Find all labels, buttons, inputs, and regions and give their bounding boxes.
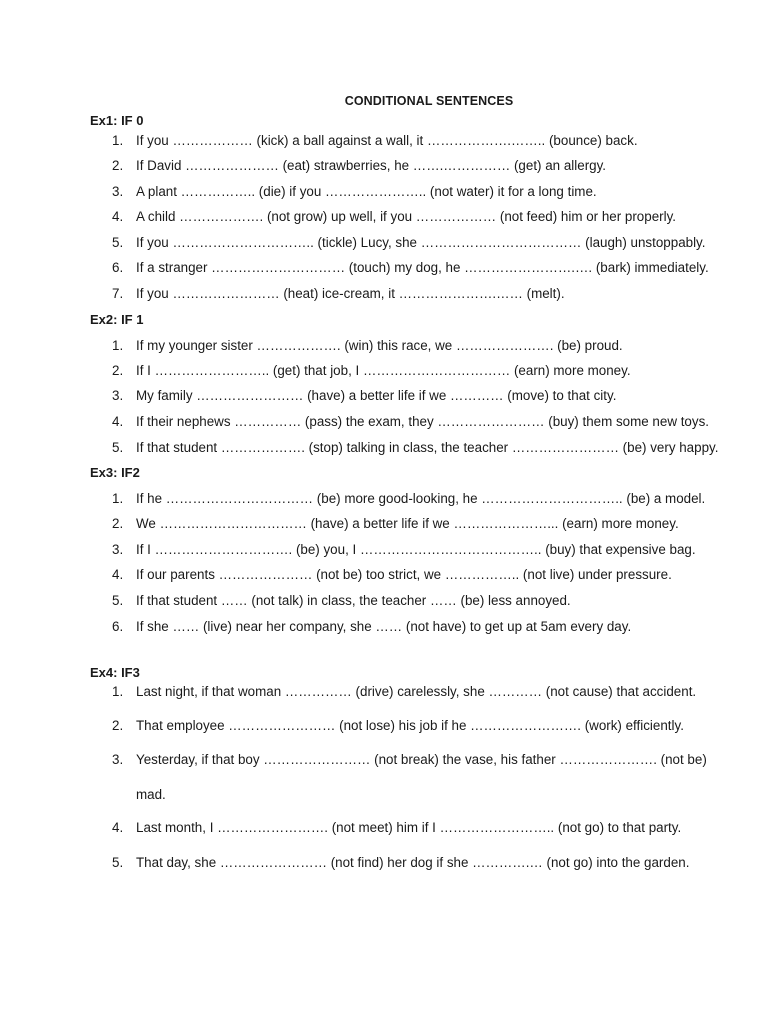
item-number: 5. <box>112 593 124 608</box>
item-text: If that student …… (not talk) in class, the teacher …… (be) less annoyed. <box>136 593 571 608</box>
item-number: 5. <box>112 235 124 250</box>
item-number: 3. <box>112 752 124 767</box>
item-text: If our parents ………………… (not be) too strict, we …………….. (not live) under pressure. <box>136 567 672 582</box>
item-number: 3. <box>112 542 124 557</box>
item-text: That day, she …………………… (not find) her dog if she ………….… (not go) into the garden. <box>136 855 690 870</box>
item-number: 5. <box>112 855 124 870</box>
item-text: If my younger sister ………………. (win) this race, we …………………. (be) proud. <box>136 338 623 353</box>
item-text: If that student ………………. (stop) talking in class, the teacher …………………… (be) very happy. <box>136 440 719 455</box>
item-number: 3. <box>112 184 124 199</box>
item-number: 4. <box>112 820 124 835</box>
section-heading-ex1: Ex1: IF 0 <box>90 113 144 128</box>
item-text: A child ………………. (not grow) up well, if you ……………… (not feed) him or her properly. <box>136 209 677 224</box>
section-heading-ex4: Ex4: IF3 <box>90 665 140 680</box>
item-number: 5. <box>112 440 124 455</box>
item-text: If a stranger ………………………… (touch) my dog, he …………………….…. (bark) immediately. <box>136 260 709 275</box>
item-text: If you ………………………….. (tickle) Lucy, she ……………………………… (laugh) unstoppably. <box>136 235 706 250</box>
item-number: 1. <box>112 684 124 699</box>
item-number: 2. <box>112 516 124 531</box>
item-number: 1. <box>112 338 124 353</box>
item-number: 4. <box>112 567 124 582</box>
item-text: If you …………………… (heat) ice-cream, it ………………….…… (melt). <box>136 286 565 301</box>
item-number: 3. <box>112 388 124 403</box>
item-text: If David ………………… (eat) strawberries, he …….…………… (get) an allergy. <box>136 158 607 173</box>
item-text: A plant …………….. (die) if you ………………….. (not water) it for a long time. <box>136 184 597 199</box>
item-number: 6. <box>112 619 124 634</box>
section-heading-ex2: Ex2: IF 1 <box>90 312 144 327</box>
item-number: 4. <box>112 209 124 224</box>
item-number: 4. <box>112 414 124 429</box>
item-text: Last month, I ……………………. (not meet) him if I …………………….. (not go) to that party. <box>136 820 682 835</box>
item-number: 1. <box>112 133 124 148</box>
item-text: If I …………………….. (get) that job, I …………………………… (earn) more money. <box>136 363 631 378</box>
item-number: 2. <box>112 158 124 173</box>
item-text-continuation: mad. <box>136 787 166 802</box>
page-title: CONDITIONAL SENTENCES <box>344 94 514 108</box>
item-text: If she …… (live) near her company, she …… (not have) to get up at 5am every day. <box>136 619 632 634</box>
item-number: 2. <box>112 363 124 378</box>
item-number: 1. <box>112 491 124 506</box>
item-text: Yesterday, if that boy …………………… (not break) the vase, his father …………………. (not be) <box>136 752 707 767</box>
item-text: My family …………………… (have) a better life if we ………… (move) to that city. <box>136 388 617 403</box>
item-number: 6. <box>112 260 124 275</box>
item-text: If he …………………………… (be) more good-looking, he ………………………….. (be) a model. <box>136 491 706 506</box>
item-text: Last night, if that woman …………… (drive) carelessly, she ………… (not cause) that accident. <box>136 684 697 699</box>
item-text: If I …………………………. (be) you, I ………………………………….. (buy) that expensive bag. <box>136 542 696 557</box>
section-heading-ex3: Ex3: IF2 <box>90 465 140 480</box>
item-text: We …………………………… (have) a better life if we …………………... (earn) more money. <box>136 516 679 531</box>
item-text: If their nephews …………… (pass) the exam, they …………………… (buy) them some new toys. <box>136 414 709 429</box>
item-text: If you ……………… (kick) a ball against a wall, it ……………….…….. (bounce) back. <box>136 133 638 148</box>
item-number: 2. <box>112 718 124 733</box>
item-text: That employee …………………… (not lose) his job if he ……………………. (work) efficiently. <box>136 718 684 733</box>
item-number: 7. <box>112 286 124 301</box>
